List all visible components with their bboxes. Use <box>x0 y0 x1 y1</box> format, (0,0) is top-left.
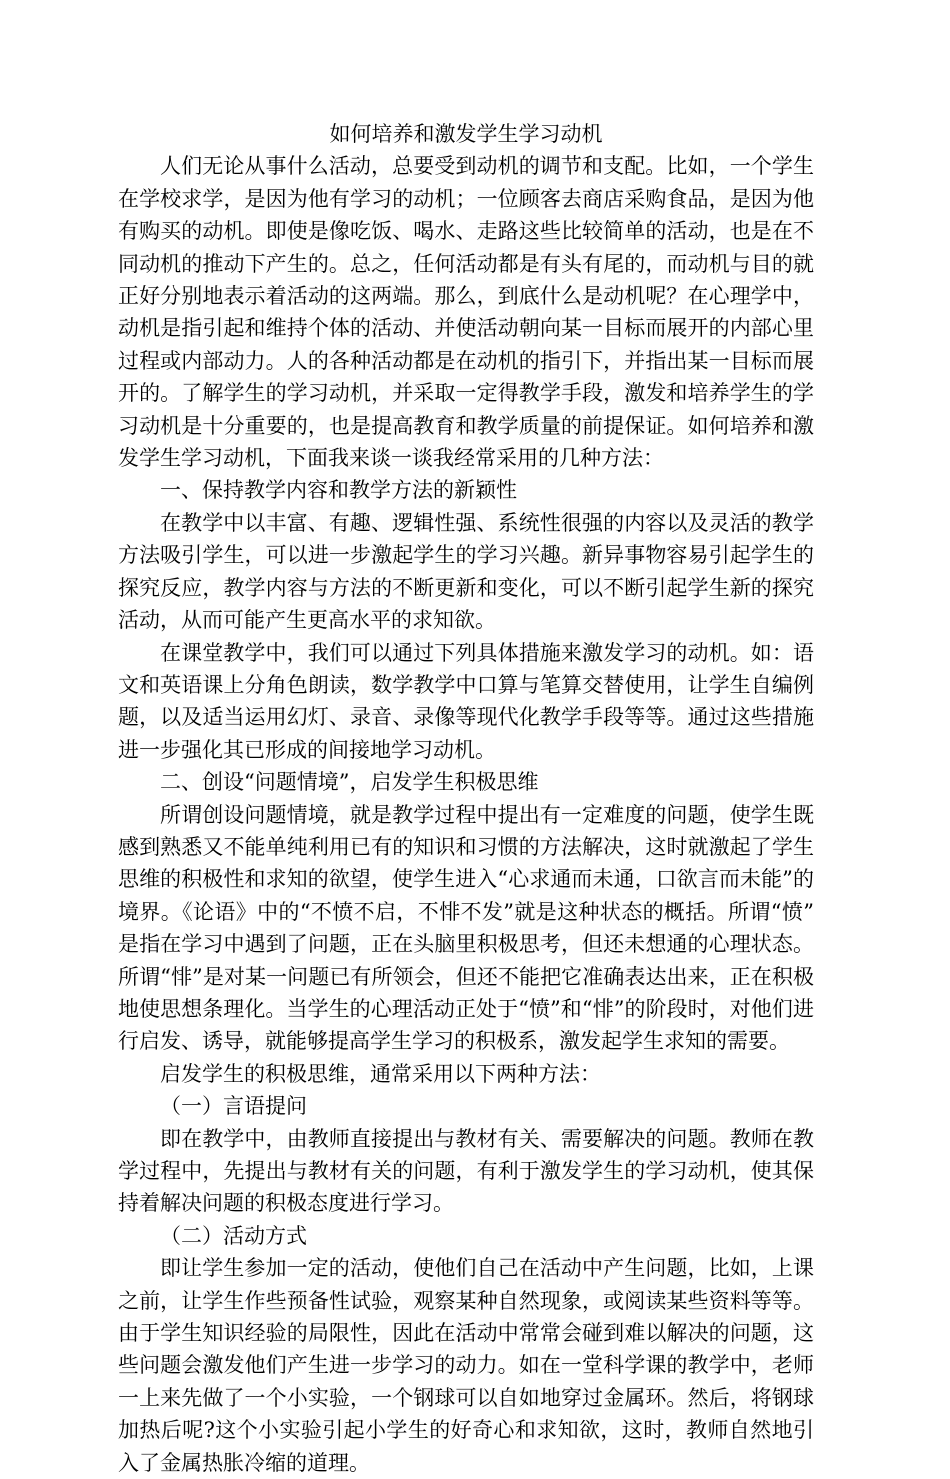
section-2-paragraph-2: 启发学生的积极思维，通常采用以下两种方法： <box>160 1061 601 1086</box>
subsection-heading-2: （二）活动方式 <box>160 1223 307 1248</box>
subsection-1-paragraph: 即在教学中，由教师直接提出与教材有关、需要解决的问题。教师在教学过程中，先提出与教材有关的问题，有利于激发学生的学习动机，使其保持着解决问题的积极态度进行学习。 <box>118 1126 814 1216</box>
subsection-2-paragraph: 即让学生参加一定的活动，使他们自己在活动中产生问题，比如，上课之前，让学生作些预备性试验，观察某种自然现象，或阅读某些资料等等。由于学生知识经验的局限性，因此在活动中常常会碰到难以解决的问题，这些问题会激发他们产生进一步学习的动力。如在一堂科学课的教学中，老师一上来先做了一个小实验，一个钢球可以自如地穿过金属环。然后，将钢球加热后呢?这个小实验引起小学生的好奇心和求知欲，这时，教师自然地引入了金属热胀冷缩的道理。 <box>118 1256 814 1475</box>
section-heading-1: 一、保持教学内容和教学方法的新颖性 <box>160 478 517 503</box>
section-2-paragraph-1: 所谓创设问题情境，就是教学过程中提出有一定难度的问题，使学生既感到熟悉又不能单纯利用已有的知识和习惯的方法解决，这时就激起了学生思维的积极性和求知的欲望，使学生进入“心求通而未通，口欲言而未能”的境界。《论语》中的“不愤不启，不悱不发”就是这种状态的概括。所谓“愤”是指在学习中遇到了问题，正在头脑里积极思考，但还未想通的心理状态。所谓“悱”是对某一问题已有所领会，但还不能把它准确表达出来，正在积极地使思想条理化。当学生的心理活动正处于“愤”和“悱”的阶段时，对他们进行启发、诱导，就能够提高学生学习的积极系，激发起学生求知的需要。 <box>118 802 814 1054</box>
document-page <box>118 118 814 1479</box>
section-heading-2: 二、创设“问题情境”，启发学生积极思维 <box>160 770 539 795</box>
section-1-paragraph-1: 在教学中以丰富、有趣、逻辑性强、系统性很强的内容以及灵活的教学方法吸引学生，可以进一步激起学生的学习兴趣。新异事物容易引起学生的探究反应，教学内容与方法的不断更新和变化，可以不断引起学生新的探究活动，从而可能产生更高水平的求知欲。 <box>118 510 814 633</box>
intro-paragraph: 人们无论从事什么活动，总要受到动机的调节和支配。比如，一个学生在学校求学，是因为他有学习的动机；一位顾客去商店采购食品，是因为他有购买的动机。即使是像吃饭、喝水、走路这些比较简单的活动，也是在不同动机的推动下产生的。总之，任何活动都是有头有尾的，而动机与目的就正好分别地表示着活动的这两端。那么，到底什么是动机呢？在心理学中，动机是指引起和维持个体的活动、并使活动朝向某一目标而展开的内部心里过程或内部动力。人的各种活动都是在动机的指引下，并指出某一目标而展开的。了解学生的学习动机，并采取一定得教学手段，激发和培养学生的学习动机是十分重要的，也是提高教育和教学质量的前提保证。如何培养和激发学生学习动机，下面我来谈一谈我经常采用的几种方法： <box>118 154 814 471</box>
document-title: 如何培养和激发学生学习动机 <box>329 122 603 146</box>
section-1-paragraph-2: 在课堂教学中，我们可以通过下列具体措施来激发学习的动机。如：语文和英语课上分角色朗读，数学教学中口算与笔算交替使用，让学生自编例题，以及适当运用幻灯、录音、录像等现代化教学手段等等。通过这些措施进一步强化其已形成的间接地学习动机。 <box>118 640 814 762</box>
subsection-heading-1: （一）言语提问 <box>160 1094 307 1119</box>
